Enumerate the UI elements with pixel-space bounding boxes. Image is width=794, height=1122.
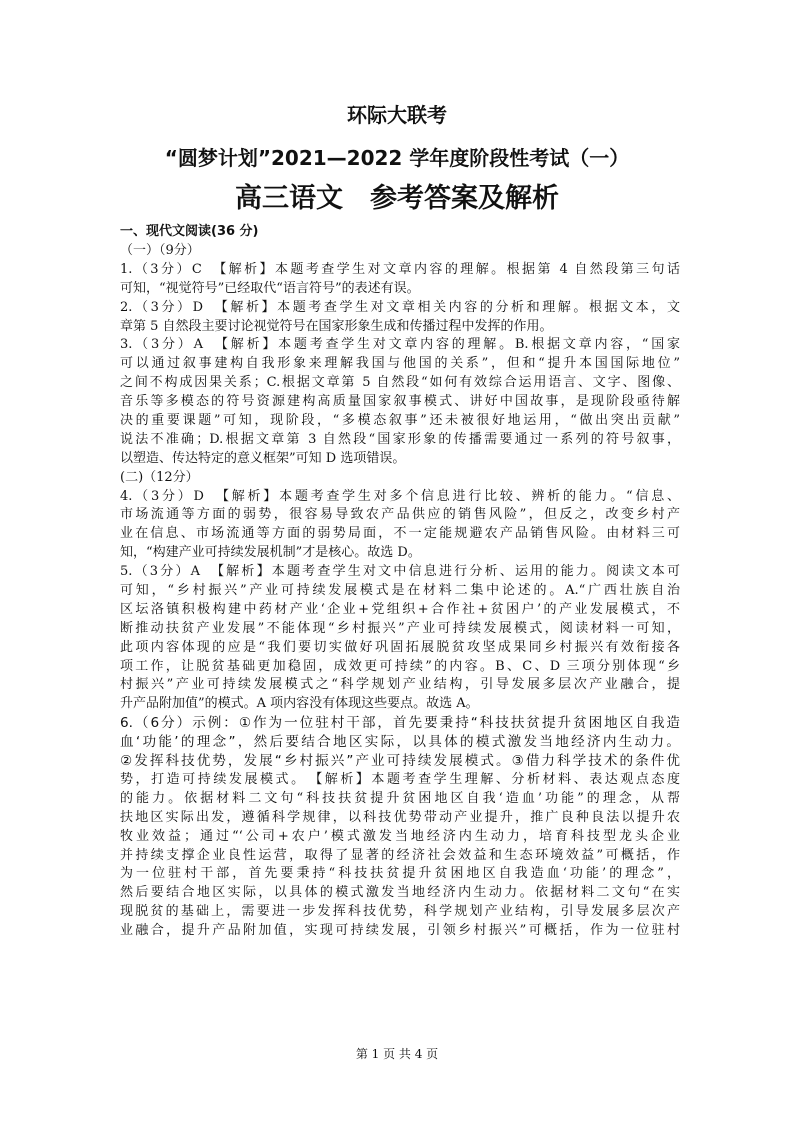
text-line: 升产品附加值”的模式。A 项内容没有体现这些要点。故选 A。 [120, 696, 479, 712]
text-line: 业融合，提升产品附加值，实现可持续发展，引领乡村振兴”可概括，作为一位驻村 [120, 923, 680, 939]
text-line: 章第 5 自然段主要讨论视觉符号在国家形象生成和传播过程中发挥的作用。 [120, 318, 553, 334]
text-line: 项工作，让脱贫基础更加稳固，成效更可持续”的内容。B、C、D 三项分别体现“乡 [120, 658, 680, 674]
text-line: 1.（3分）C 【解析】本题考查学生对文章内容的理解。根据第 4 自然段第三句话 [120, 261, 680, 277]
text-line: 现脱贫的基础上，需要进一步发挥科技优势，科学规划产业结构，引导发展多层次产 [120, 904, 680, 920]
text-line: 3.（3分）A 【解析】本题考查学生对文章内容的理解。B.根据文章内容，“国家 [120, 337, 680, 353]
text-line: 5.（3分）A 【解析】本题考查学生对文中信息进行分析、运用的能力。阅读文本可 [120, 564, 680, 580]
text-line: 4.（3分）D 【解析】本题考查学生对多个信息进行比较、辨析的能力。“信息、 [120, 488, 680, 504]
exam-name-title: “圆梦计划”2021—2022 学年度阶段性考试（一） [164, 146, 630, 170]
text-line: 然后要结合地区实际，以具体的模式激发当地经济内生动力。依据材料二文句“在实 [120, 885, 680, 901]
answer-body [120, 242, 680, 941]
text-line: 区坛洛镇积极构建中药材产业‘企业+党组织+合作社+贫困户’的产业发展模式，不 [120, 601, 680, 617]
text-line: 势，打造可持续发展模式。 【解析】本题考查学生理解、分析材料、表达观点态度 [120, 771, 680, 787]
text-line: 之间不构成因果关系；C.根据文章第 5 自然段“如何有效综合运用语言、文字、图像、 [120, 375, 680, 391]
text-line: 市场流通等方面的弱势，很容易导致农产品供应的销售风险”，但反之，改变乡村产 [120, 507, 680, 523]
subsection-heading: （一）（9分） [120, 243, 200, 258]
text-line: 可知，“乡村振兴”产业可持续发展模式是在材料二集中论述的。A.“广西壮族自治 [120, 583, 680, 599]
text-line: ②发挥科技优势，发展“乡村振兴”产业可持续发展模式。③借力科学技术的条件优 [120, 753, 680, 770]
document-title: 高三语文 参考答案及解析 [235, 183, 559, 214]
text-line: 业在信息、市场流通等方面的弱势局面，不一定能规避农产品销售风险。由材料三可 [120, 526, 680, 542]
text-line: 血‘功能’的理念”，然后要结合地区实际，以具体的模式激发当地经济内生动力。 [120, 734, 680, 751]
text-line: 断推动扶贫产业发展”不能体现“乡村振兴”产业可持续发展模式，阅读材料一可知， [120, 620, 680, 636]
text-line: 6.（6分）示例：①作为一位驻村干部，首先要秉持“科技扶贫提升贫困地区自我造 [120, 715, 680, 732]
text-line: 决的重要课题”可知，现阶段，“多模态叙事”还未被很好地运用，“做出突出贡献” [120, 413, 680, 429]
text-line: 说法不准确；D.根据文章第 3 自然段“国家形象的传播需要通过一系列的符号叙事， [120, 431, 680, 447]
text-line: 牧业效益；通过“‘公司+农户’模式激发当地经济内生动力，培育科技型龙头企业 [120, 828, 680, 844]
text-line: 可以通过叙事建构自我形象来理解我国与他国的关系”，但和“提升本国国际地位” [120, 356, 680, 372]
subsection-heading: (二)（12分） [120, 469, 199, 485]
text-line: 可知，“视觉符号”已经取代“语言符号”的表述有误。 [120, 280, 420, 296]
text-line: 扶地区实际出发，遵循科学规律，以科技优势带动产业提升，推广良种良法以提升农 [120, 809, 680, 825]
exam-organizer-title: 环际大联考 [347, 103, 447, 127]
text-line: 村振兴”产业可持续发展模式之“科学规划产业结构，引导发展多层次产业融合，提 [120, 677, 680, 693]
text-line: 2.（3分）D 【解析】本题考查学生对文章相关内容的分析和理解。根据文本，文 [120, 299, 680, 315]
text-line: 为一位驻村干部，首先要秉持“科技扶贫提升贫困地区自我造血‘功能’的理念”， [120, 866, 680, 882]
text-line: 音乐等多模态的符号资源建构高质量国家叙事模式、讲好中国故事，是现阶段亟待解 [120, 394, 680, 410]
text-line: 知，“构建产业可持续发展机制”才是核心。故选 D。 [120, 545, 421, 561]
text-line: 并持续支撑企业良性运营，取得了显著的经济社会效益和生态环境效益”可概括，作 [120, 847, 680, 863]
section-heading: 一、现代文阅读(36 分) [120, 224, 259, 239]
text-line: 以塑造、传达特定的意义框架”可知 D 选项错误。 [120, 450, 406, 466]
text-line: 的能力。依据材料二文句“科技扶贫提升贫困地区自我‘造血’功能”的理念，从帮 [120, 790, 680, 806]
page-number: 第 1 页 共 4 页 [355, 1047, 439, 1061]
text-line: 此项内容体现的应是“我们要切实做好巩固拓展脱贫攻坚成果同乡村振兴有效衔接各 [120, 639, 680, 655]
